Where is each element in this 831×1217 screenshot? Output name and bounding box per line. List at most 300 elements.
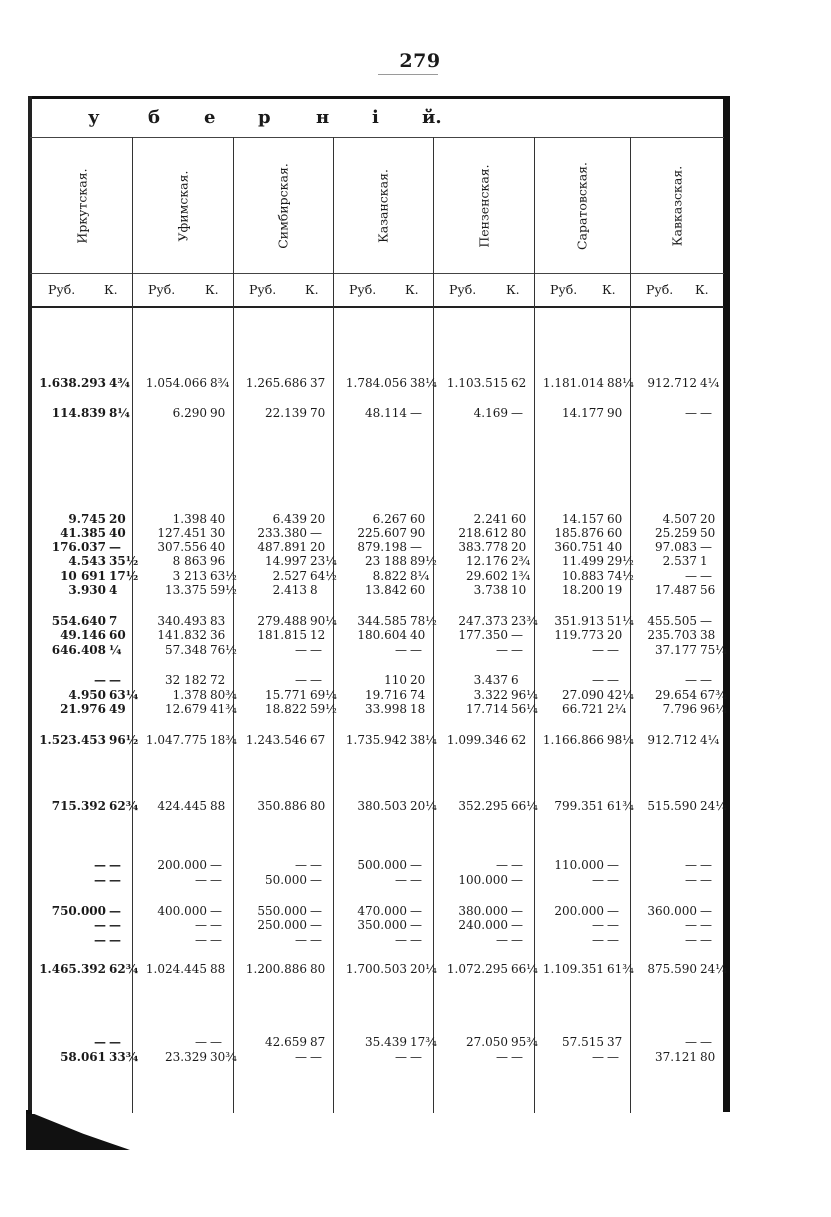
cell-kopecks: — (511, 406, 523, 420)
cell-kopecks: — (109, 873, 121, 887)
cell-rubles: 233.380 (257, 526, 307, 540)
cell-kopecks: — (700, 614, 712, 628)
cell-rubles: 18.822 (265, 702, 307, 716)
cell-rubles: 1.243.546 (245, 733, 307, 747)
cell-rubles: 110 (384, 673, 407, 687)
cell-kopecks: 4 (109, 583, 118, 597)
cell-kopecks: 87 (310, 1035, 326, 1049)
cell-kopecks: 20¼ (410, 962, 437, 976)
cell-kopecks: — (310, 933, 322, 947)
page-number: 279 (399, 50, 441, 72)
cell-rubles: 340.493 (157, 614, 207, 628)
cell-kopecks: 40 (410, 628, 426, 642)
cell-kopecks: — (700, 933, 712, 947)
cell-kopecks: — (109, 933, 121, 947)
cell-rubles: — (685, 918, 697, 932)
column-header (433, 140, 534, 272)
cell-kopecks: 30 (210, 526, 226, 540)
cell-rubles: — (592, 933, 604, 947)
cell-kopecks: 62¾ (109, 962, 139, 976)
cell-kopecks: 35½ (109, 554, 139, 568)
cell-rubles: — (395, 643, 407, 657)
cell-rubles: 352.295 (458, 799, 508, 813)
cell-rubles: — (295, 643, 307, 657)
cell-rubles: 912.712 (647, 376, 697, 390)
cell-rubles: 22.139 (265, 406, 307, 420)
cell-rubles: 1.378 (172, 688, 207, 702)
cell-rubles: 455.505 (647, 614, 697, 628)
cell-rubles: 6.267 (372, 512, 407, 526)
cell-rubles: 646.408 (51, 643, 106, 657)
cell-rubles: 42.659 (265, 1035, 307, 1049)
cell-kopecks: 50 (700, 526, 716, 540)
cell-kopecks: 24¼ (700, 799, 727, 813)
cell-kopecks: 88 (210, 799, 226, 813)
cell-kopecks: — (607, 933, 619, 947)
column-header-label: Кавказская. (669, 165, 684, 247)
cell-kopecks: — (700, 873, 712, 887)
cell-rubles: 1.200.886 (245, 962, 307, 976)
cell-rubles: 8 863 (172, 554, 207, 568)
cell-kopecks: 89½ (410, 554, 437, 568)
cell-rubles: 1.784.056 (345, 376, 407, 390)
cell-kopecks: 23¾ (511, 614, 538, 628)
cell-rubles: — (685, 406, 697, 420)
heading-letter: н (316, 107, 330, 128)
cell-kopecks: 6 (511, 673, 519, 687)
cell-rubles: 100.000 (458, 873, 508, 887)
cell-kopecks: 2¼ (607, 702, 627, 716)
cell-rubles: 6.290 (172, 406, 207, 420)
cell-rubles: 351.913 (554, 614, 604, 628)
cell-rubles: 141.832 (157, 628, 207, 642)
cell-rubles: — (685, 858, 697, 872)
cell-kopecks: — (109, 904, 121, 918)
cell-rubles: 114.839 (51, 406, 106, 420)
cell-kopecks: 62 (511, 733, 527, 747)
cell-kopecks: — (310, 918, 322, 932)
cell-rubles: 1.109.351 (542, 962, 604, 976)
cell-rubles: 380.000 (458, 904, 508, 918)
cell-rubles: 35.439 (365, 1035, 407, 1049)
cell-kopecks: 56¼ (511, 702, 538, 716)
cell-kopecks: — (607, 643, 619, 657)
cell-rubles: 500.000 (357, 858, 407, 872)
cell-kopecks: 30¾ (210, 1050, 237, 1064)
cell-kopecks: 59½ (210, 583, 237, 597)
unit-label-rub: Руб. (249, 282, 277, 297)
cell-rubles: 515.590 (647, 799, 697, 813)
cell-rubles: — (592, 1050, 604, 1064)
cell-kopecks: 24¼ (700, 962, 727, 976)
cell-kopecks: 61¾ (607, 962, 634, 976)
cell-rubles: 1.103.515 (446, 376, 508, 390)
cell-rubles: — (592, 873, 604, 887)
cell-rubles: — (395, 873, 407, 887)
cell-kopecks: 1 (700, 554, 708, 568)
cell-rubles: 218.612 (458, 526, 508, 540)
cell-rubles: 1.700.503 (345, 962, 407, 976)
cell-kopecks: — (607, 918, 619, 932)
cell-rubles: 181.815 (257, 628, 307, 642)
cell-kopecks: — (700, 406, 712, 420)
cell-rubles: 2.413 (272, 583, 307, 597)
cell-rubles: 360.751 (554, 540, 604, 554)
cell-rubles: 57.515 (562, 1035, 604, 1049)
cell-kopecks: — (210, 933, 222, 947)
cell-rubles: — (94, 873, 106, 887)
cell-kopecks: 40 (109, 526, 126, 540)
rule-below-column-names (30, 273, 724, 274)
cell-kopecks: — (511, 858, 523, 872)
cell-kopecks: 59½ (310, 702, 337, 716)
cell-rubles: 200.000 (157, 858, 207, 872)
cell-rubles: 1.465.392 (39, 962, 106, 976)
cell-rubles: 12.176 (466, 554, 508, 568)
cell-kopecks: 90 (607, 406, 623, 420)
cell-kopecks: — (607, 1050, 619, 1064)
cell-rubles: 13.842 (365, 583, 407, 597)
unit-label-kop: К. (695, 282, 709, 297)
cell-rubles: — (195, 873, 207, 887)
cell-kopecks: 19 (607, 583, 623, 597)
cell-rubles: 1.523.453 (39, 733, 106, 747)
cell-rubles: 307.556 (157, 540, 207, 554)
cell-kopecks: — (700, 673, 712, 687)
cell-kopecks: — (210, 904, 222, 918)
cell-rubles: — (295, 673, 307, 687)
cell-rubles: 750.000 (51, 904, 106, 918)
cell-rubles: 360.000 (647, 904, 697, 918)
cell-rubles: 1.072.295 (446, 962, 508, 976)
cell-kopecks: 88 (210, 962, 226, 976)
cell-rubles: 1.398 (172, 512, 207, 526)
cell-rubles: 3.738 (473, 583, 508, 597)
cell-kopecks: — (109, 540, 121, 554)
cell-kopecks: — (700, 569, 712, 583)
cell-kopecks: 60 (109, 628, 126, 642)
cell-kopecks: 80 (310, 799, 326, 813)
heading-row (32, 100, 722, 136)
cell-kopecks: 42¼ (607, 688, 634, 702)
column-header (32, 140, 132, 272)
cell-kopecks: — (511, 1050, 523, 1064)
cell-rubles: 3 213 (172, 569, 207, 583)
cell-rubles: 1.166.866 (542, 733, 604, 747)
cell-rubles: 97.083 (655, 540, 697, 554)
cell-rubles: — (395, 933, 407, 947)
cell-rubles: 66.721 (562, 702, 604, 716)
cell-rubles: 875.590 (647, 962, 697, 976)
cell-kopecks: — (700, 904, 712, 918)
column-header-label: Симбирская. (275, 163, 291, 249)
cell-rubles: 2.241 (473, 512, 508, 526)
cell-kopecks: 64½ (310, 569, 337, 583)
cell-kopecks: 37 (310, 376, 326, 390)
cell-rubles: 32 182 (165, 673, 207, 687)
cell-kopecks: 29½ (607, 554, 634, 568)
cell-kopecks: 20 (700, 512, 716, 526)
cell-rubles: 14.177 (562, 406, 604, 420)
cell-rubles: — (592, 673, 604, 687)
cell-kopecks: 40 (210, 512, 226, 526)
cell-rubles: 58.061 (60, 1050, 106, 1064)
unit-label-kop: К. (305, 282, 319, 297)
cell-kopecks: 8¾ (210, 376, 230, 390)
cell-kopecks: 96¼ (700, 702, 727, 716)
cell-kopecks: — (511, 628, 523, 642)
cell-kopecks: 36 (210, 628, 226, 642)
cell-kopecks: — (511, 933, 523, 947)
cell-rubles: 17.714 (466, 702, 508, 716)
cell-rubles: 8.822 (372, 569, 407, 583)
cell-kopecks: — (410, 918, 422, 932)
cell-kopecks: 63½ (210, 569, 237, 583)
cell-rubles: 13.375 (165, 583, 207, 597)
cell-rubles: 3.437 (473, 673, 508, 687)
cell-rubles: 180.604 (357, 628, 407, 642)
cell-rubles: 2.537 (662, 554, 697, 568)
cell-kopecks: 62¾ (109, 799, 139, 813)
cell-rubles: — (94, 673, 106, 687)
cell-rubles: 470.000 (357, 904, 407, 918)
cell-rubles: — (496, 1050, 508, 1064)
page-number-rule (378, 74, 438, 75)
cell-rubles: 879.198 (357, 540, 407, 554)
cell-rubles: 29.602 (466, 569, 508, 583)
heading-letter: р (258, 107, 271, 128)
cell-rubles: 10 691 (60, 569, 106, 583)
cell-kopecks: 23¼ (310, 554, 337, 568)
cell-kopecks: — (700, 858, 712, 872)
cell-kopecks: 80 (700, 1050, 716, 1064)
cell-rubles: — (94, 858, 106, 872)
cell-kopecks: — (210, 1035, 222, 1049)
cell-kopecks: 20¼ (410, 799, 437, 813)
heading-letter: б (148, 107, 161, 128)
cell-rubles: — (195, 918, 207, 932)
cell-kopecks: 60 (410, 512, 426, 526)
cell-rubles: 4.507 (662, 512, 697, 526)
column-header-label: Пензенская. (476, 164, 491, 248)
unit-label-rub: Руб. (349, 282, 377, 297)
cell-kopecks: — (210, 873, 222, 887)
cell-kopecks: 20 (410, 673, 426, 687)
cell-rubles: 554.640 (51, 614, 106, 628)
cell-rubles: 25.259 (655, 526, 697, 540)
unit-label-kop: К. (506, 282, 520, 297)
cell-kopecks: 63¼ (109, 688, 139, 702)
cell-rubles: 27.090 (562, 688, 604, 702)
cell-kopecks: — (410, 406, 422, 420)
cell-kopecks: — (410, 643, 422, 657)
cell-kopecks: 4¼ (700, 376, 720, 390)
cell-rubles: — (496, 858, 508, 872)
column-divider (233, 137, 234, 1113)
cell-rubles: 225.607 (357, 526, 407, 540)
cell-kopecks: — (700, 540, 712, 554)
cell-rubles: 10.883 (562, 569, 604, 583)
cell-kopecks: 80 (511, 526, 527, 540)
cell-rubles: 1.047.775 (145, 733, 207, 747)
cell-rubles: 185.876 (554, 526, 604, 540)
cell-kopecks: — (410, 933, 422, 947)
cell-kopecks: 17½ (109, 569, 139, 583)
cell-kopecks: 8¼ (410, 569, 430, 583)
cell-rubles: 21.976 (60, 702, 106, 716)
cell-rubles: 12.679 (165, 702, 207, 716)
cell-kopecks: — (310, 673, 322, 687)
cell-kopecks: 61¾ (607, 799, 634, 813)
cell-kopecks: — (511, 873, 523, 887)
cell-rubles: 19.716 (365, 688, 407, 702)
cell-kopecks: 96 (210, 554, 226, 568)
cell-kopecks: 33¾ (109, 1050, 139, 1064)
cell-rubles: 247.373 (458, 614, 508, 628)
cell-rubles: 250.000 (257, 918, 307, 932)
cell-rubles: 23 188 (365, 554, 407, 568)
cell-kopecks: 4¼ (700, 733, 720, 747)
cell-rubles: — (685, 1035, 697, 1049)
cell-kopecks: 62 (511, 376, 527, 390)
cell-rubles: 3.930 (68, 583, 106, 597)
cell-kopecks: 90 (410, 526, 426, 540)
cell-rubles: 27.050 (466, 1035, 508, 1049)
cell-rubles: 715.392 (51, 799, 106, 813)
cell-kopecks: — (310, 904, 322, 918)
cell-kopecks: 18¾ (210, 733, 237, 747)
cell-rubles: 383.778 (458, 540, 508, 554)
cell-rubles: 550.000 (257, 904, 307, 918)
cell-kopecks: — (607, 858, 619, 872)
cell-kopecks: 10 (511, 583, 527, 597)
cell-kopecks: 90¼ (310, 614, 337, 628)
cell-rubles: 2.527 (272, 569, 307, 583)
cell-rubles: 200.000 (554, 904, 604, 918)
cell-kopecks: 18 (410, 702, 426, 716)
cell-rubles: — (685, 673, 697, 687)
cell-kopecks: — (109, 673, 121, 687)
cell-kopecks: — (310, 873, 322, 887)
cell-kopecks: — (310, 1050, 322, 1064)
cell-kopecks: 88¼ (607, 376, 634, 390)
cell-rubles: 4.950 (68, 688, 106, 702)
cell-rubles: — (496, 643, 508, 657)
cell-rubles: 1.265.686 (245, 376, 307, 390)
cell-kopecks: 41¾ (210, 702, 237, 716)
cell-kopecks: 2¾ (511, 554, 531, 568)
unit-label-rub: Руб. (646, 282, 674, 297)
cell-kopecks: — (511, 904, 523, 918)
cell-rubles: 344.585 (357, 614, 407, 628)
cell-kopecks: — (700, 1035, 712, 1049)
cell-kopecks: — (410, 540, 422, 554)
cell-rubles: 15.771 (265, 688, 307, 702)
table-right-thick-border (723, 96, 730, 1112)
cell-rubles: 23.329 (165, 1050, 207, 1064)
cell-kopecks: — (410, 904, 422, 918)
cell-kopecks: 1¾ (511, 569, 531, 583)
column-header-label: Казанская. (375, 169, 391, 243)
cell-kopecks: ¼ (109, 643, 122, 657)
cell-kopecks: 67¾ (700, 688, 727, 702)
cell-rubles: 18.200 (562, 583, 604, 597)
scan-blot-corner (26, 1114, 130, 1150)
cell-kopecks: 96¼ (511, 688, 538, 702)
cell-rubles: — (94, 1035, 106, 1049)
cell-rubles: — (94, 933, 106, 947)
column-header-label: Иркутская. (74, 168, 90, 244)
cell-rubles: 4.169 (473, 406, 508, 420)
cell-kopecks: — (410, 1050, 422, 1064)
cell-kopecks: — (700, 918, 712, 932)
cell-rubles: — (592, 918, 604, 932)
cell-kopecks: — (607, 873, 619, 887)
cell-rubles: 110.000 (554, 858, 604, 872)
cell-kopecks: 75¼ (700, 643, 727, 657)
cell-kopecks: 78½ (410, 614, 437, 628)
cell-rubles: — (195, 1035, 207, 1049)
cell-rubles: 1.054.066 (145, 376, 207, 390)
cell-rubles: — (395, 1050, 407, 1064)
cell-rubles: 14.157 (562, 512, 604, 526)
cell-rubles: 41.385 (60, 526, 106, 540)
cell-kopecks: 51¼ (607, 614, 634, 628)
cell-kopecks: 38¼ (410, 733, 437, 747)
cell-kopecks: — (511, 643, 523, 657)
cell-kopecks: — (410, 873, 422, 887)
cell-kopecks: 60 (511, 512, 527, 526)
cell-rubles: 424.445 (157, 799, 207, 813)
heading-letter: е (204, 107, 216, 128)
cell-kopecks: 90 (210, 406, 226, 420)
heading-letter: і (372, 107, 379, 128)
heading-letter: й. (422, 107, 442, 128)
cell-kopecks: 66¼ (511, 962, 538, 976)
cell-kopecks: 20 (607, 628, 623, 642)
cell-kopecks: 38¼ (410, 376, 437, 390)
cell-kopecks: 7 (109, 614, 118, 628)
cell-kopecks: — (511, 918, 523, 932)
cell-kopecks: — (310, 526, 322, 540)
cell-kopecks: — (210, 918, 222, 932)
cell-rubles: 127.451 (157, 526, 207, 540)
cell-kopecks: 56 (700, 583, 716, 597)
unit-label-kop: К. (405, 282, 419, 297)
cell-kopecks: 74 (410, 688, 426, 702)
cell-rubles: 49.146 (60, 628, 106, 642)
cell-rubles: 7.796 (662, 702, 697, 716)
column-header (132, 140, 233, 272)
cell-rubles: 487.891 (257, 540, 307, 554)
column-header-label: Уфимская. (175, 170, 190, 242)
cell-kopecks: — (109, 918, 121, 932)
cell-kopecks: 20 (310, 512, 326, 526)
cell-rubles: 17.487 (655, 583, 697, 597)
cell-kopecks: — (210, 858, 222, 872)
cell-kopecks: — (310, 858, 322, 872)
cell-kopecks: 8 (310, 583, 318, 597)
cell-rubles: — (94, 918, 106, 932)
unit-label-rub: Руб. (550, 282, 578, 297)
cell-kopecks: — (109, 1035, 121, 1049)
cell-kopecks: — (607, 673, 619, 687)
cell-rubles: — (496, 933, 508, 947)
cell-rubles: 9.745 (68, 512, 106, 526)
cell-rubles: — (195, 933, 207, 947)
cell-rubles: 240.000 (458, 918, 508, 932)
cell-kopecks: 76½ (210, 643, 237, 657)
